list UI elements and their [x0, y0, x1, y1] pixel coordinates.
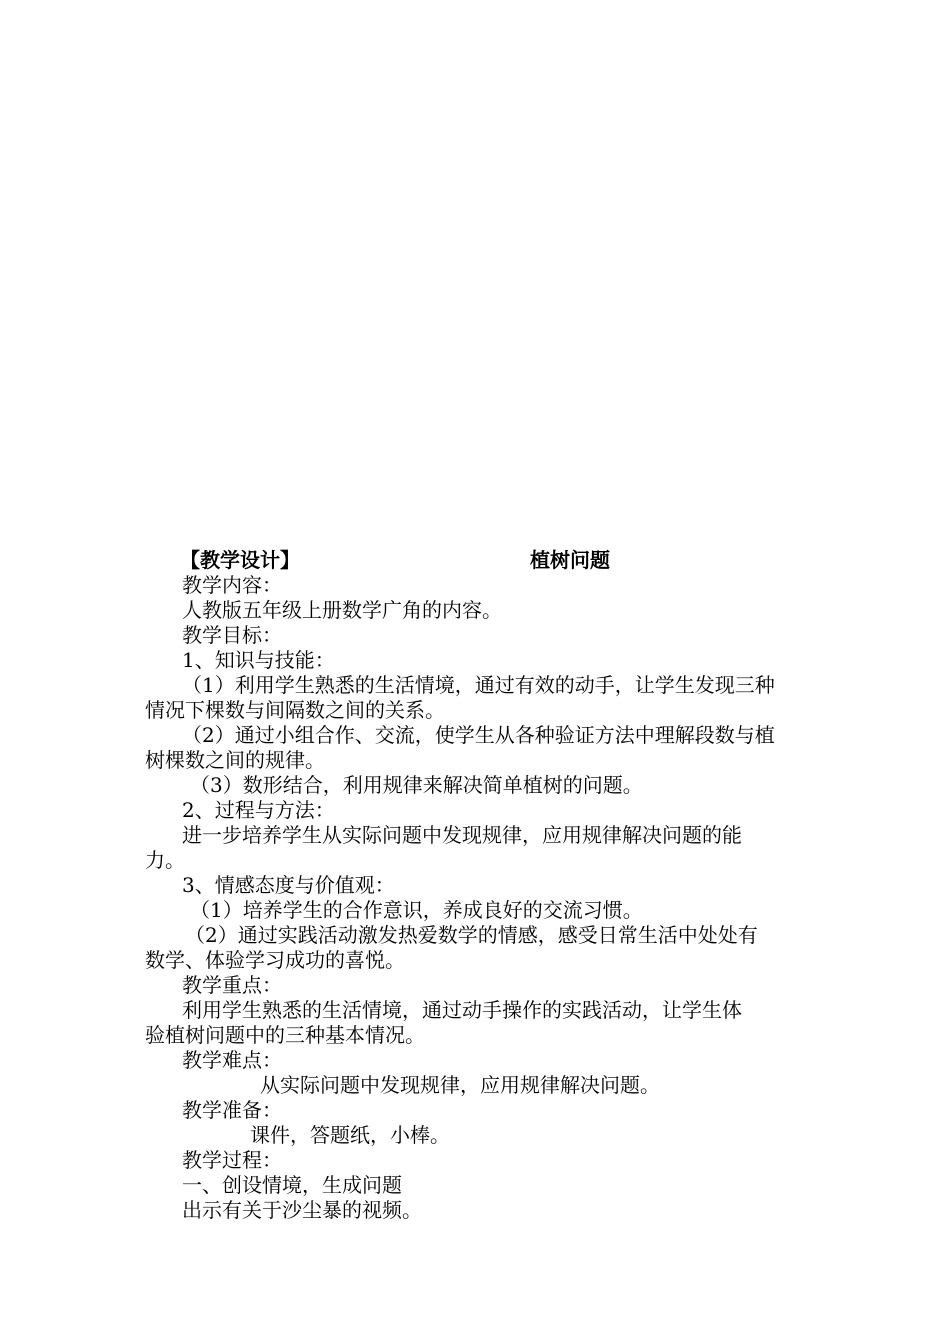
objective-1-heading: 1、知识与技能： — [182, 648, 335, 672]
difficulties-text: 从实际问题中发现规律，应用规律解决问题。 — [260, 1073, 660, 1097]
label-difficulties: 教学难点： — [182, 1048, 282, 1072]
objective-1-1-line2: 情况下棵数与间隔数之间的关系。 — [145, 698, 445, 722]
label-preparation: 教学准备： — [182, 1098, 282, 1122]
label-objectives: 教学目标： — [182, 623, 282, 647]
objective-1-2-line1: （2）通过小组合作、交流，使学生从各种验证方法中理解段数与植 — [182, 723, 775, 747]
objective-1-1-line1: （1）利用学生熟悉的生活情境，通过有效的动手，让学生发现三种 — [182, 673, 775, 697]
preparation-text: 课件，答题纸，小棒。 — [250, 1123, 450, 1147]
document-title: 植树问题 — [530, 548, 610, 572]
objective-1-3: （3）数形结合，利用规律来解决简单植树的问题。 — [190, 773, 643, 797]
section-label: 【教学设计】 — [180, 548, 300, 572]
label-process: 教学过程： — [182, 1148, 282, 1172]
objective-1-2-line2: 树棵数之间的规律。 — [145, 748, 325, 772]
objective-3-2-line2: 数学、体验学习成功的喜悦。 — [145, 948, 405, 972]
objective-3-1: （1）培养学生的合作意识，养成良好的交流习惯。 — [190, 898, 643, 922]
key-points-line1: 利用学生熟悉的生活情境，通过动手操作的实践活动，让学生体 — [182, 998, 742, 1022]
objective-2-line1: 进一步培养学生从实际问题中发现规律，应用规律解决问题的能 — [182, 823, 742, 847]
process-step-1: 一、创设情境，生成问题 — [182, 1173, 402, 1197]
label-key-points: 教学重点： — [182, 973, 282, 997]
objective-3-2-line1: （2）通过实践活动激发热爱数学的情感，感受日常生活中处处有 — [185, 923, 758, 947]
key-points-line2: 验植树问题中的三种基本情况。 — [145, 1023, 425, 1047]
process-step-1-text: 出示有关于沙尘暴的视频。 — [182, 1198, 422, 1222]
objective-3-heading: 3、情感态度与价值观： — [182, 873, 395, 897]
objective-2-heading: 2、过程与方法： — [182, 798, 335, 822]
label-content: 教学内容： — [182, 573, 282, 597]
objective-2-line2: 力。 — [145, 848, 185, 872]
content-text: 人教版五年级上册数学广角的内容。 — [182, 598, 502, 622]
